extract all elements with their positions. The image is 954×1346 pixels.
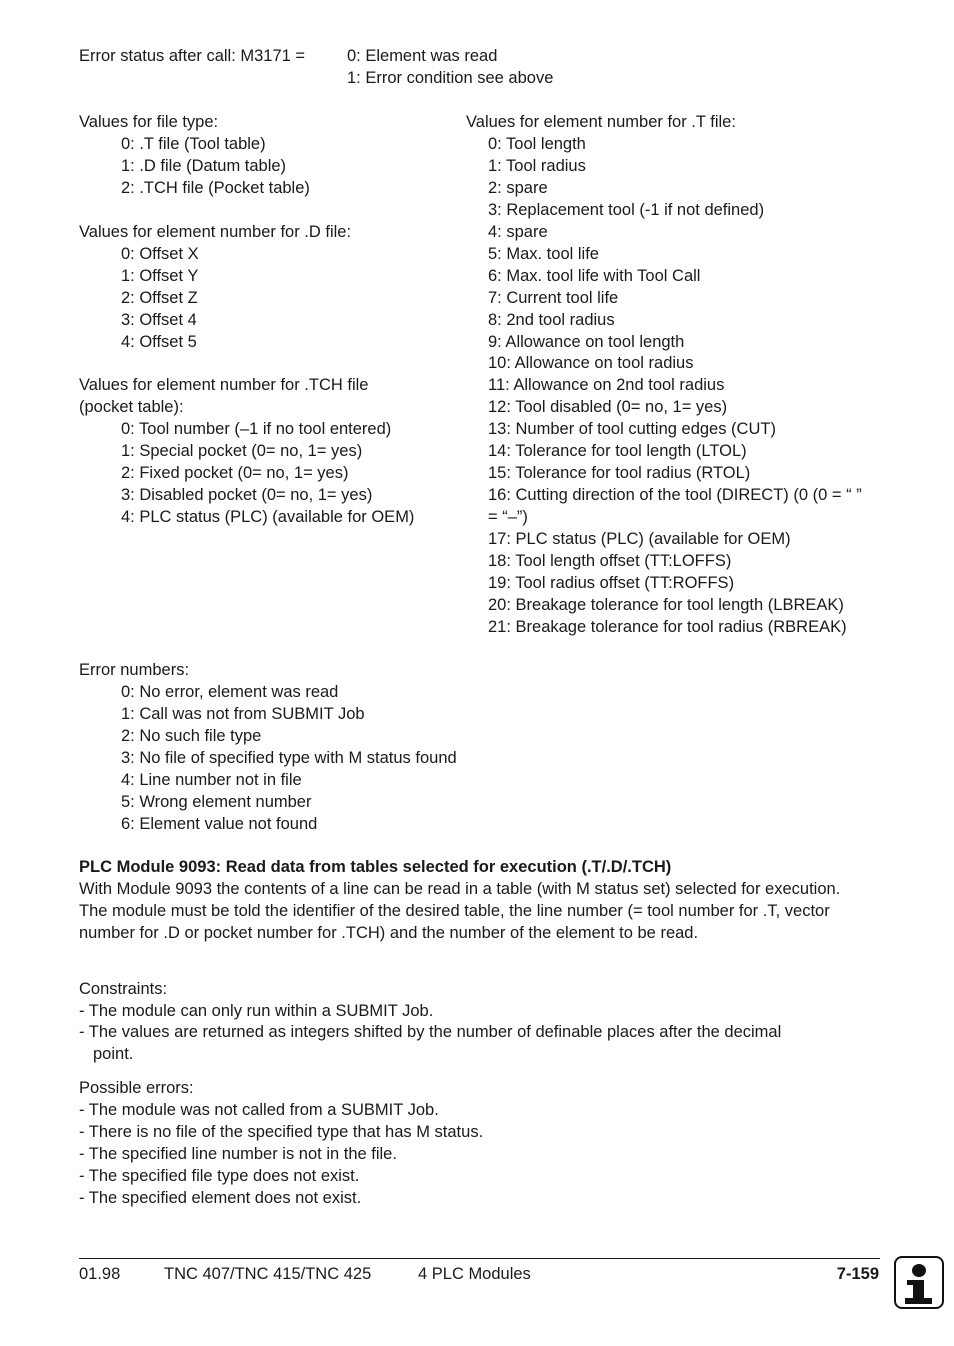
- info-icon: [894, 1256, 944, 1309]
- list-item: 11: Allowance on 2nd tool radius: [488, 376, 725, 394]
- list-item: - The values are returned as integers shifted by the number of definable places after the decimal: [79, 1023, 782, 1041]
- list-item: - The module can only run within a SUBMIT Job.: [79, 1002, 434, 1020]
- list-item: 0: Tool length: [488, 135, 586, 153]
- tch-file-heading-line-1: Values for element number for .TCH file: [79, 376, 369, 394]
- constraints-heading: Constraints:: [79, 980, 168, 998]
- list-item: 20: Breakage tolerance for tool length (LBREAK): [488, 596, 844, 614]
- list-item: 0: No error, element was read: [121, 683, 339, 701]
- section-title: PLC Module 9093: Read data from tables selected for execution (.T/.D/.TCH): [79, 858, 672, 876]
- list-item: 2: Offset Z: [121, 289, 198, 307]
- tch-file-heading-line-2: (pocket table):: [79, 398, 184, 416]
- list-item: 2: No such file type: [121, 727, 262, 745]
- list-item: 12: Tool disabled (0= no, 1= yes): [488, 398, 728, 416]
- list-item: 6: Max. tool life with Tool Call: [488, 267, 701, 285]
- list-item: 5: Max. tool life: [488, 245, 599, 263]
- list-item: 1: Tool radius: [488, 157, 586, 175]
- list-item: 17: PLC status (PLC) (available for OEM): [488, 530, 791, 548]
- list-item: 4: PLC status (PLC) (available for OEM): [121, 508, 415, 526]
- list-item: 5: Wrong element number: [121, 793, 312, 811]
- list-item: 16: Cutting direction of the tool (DIRECT) (0 (0 = “ ”: [488, 486, 862, 504]
- page-number: 7-159: [836, 1265, 879, 1283]
- d-file-heading: Values for element number for .D file:: [79, 223, 352, 241]
- list-item: 3: Replacement tool (-1 if not defined): [488, 201, 765, 219]
- list-item: 1: Special pocket (0= no, 1= yes): [121, 442, 363, 460]
- list-item: 4: Line number not in file: [121, 771, 302, 789]
- list-item: 19: Tool radius offset (TT:ROFFS): [488, 574, 735, 592]
- list-item: 21: Breakage tolerance for tool radius (RBREAK): [488, 618, 847, 636]
- error-status-value-0: 0: Element was read: [347, 47, 498, 65]
- list-item: 7: Current tool life: [488, 289, 619, 307]
- t-file-heading: Values for element number for .T file:: [466, 113, 736, 131]
- footer-date: 01.98: [79, 1265, 121, 1283]
- list-item: 2: Fixed pocket (0= no, 1= yes): [121, 464, 349, 482]
- list-item: - The specified line number is not in the file.: [79, 1145, 397, 1163]
- list-item: 8: 2nd tool radius: [488, 311, 615, 329]
- error-numbers-heading: Error numbers:: [79, 661, 190, 679]
- list-item: 1: Call was not from SUBMIT Job: [121, 705, 365, 723]
- list-item: - The specified file type does not exist.: [79, 1167, 360, 1185]
- list-item: 3: Disabled pocket (0= no, 1= yes): [121, 486, 373, 504]
- section-body: With Module 9093 the contents of a line can be read in a table (with M status set) selected for execution. The module must be told the identifier of the desired table, the line number (= tool number for .T, vector number for .D or pocket number for .TCH) and the number of the element to be read.: [79, 880, 841, 942]
- list-item: 6: Element value not found: [121, 815, 318, 833]
- list-item: 10: Allowance on tool radius: [488, 354, 694, 372]
- list-item: - There is no file of the specified type that has M status.: [79, 1123, 484, 1141]
- list-item: 3: Offset 4: [121, 311, 197, 329]
- possible-errors-heading: Possible errors:: [79, 1079, 194, 1097]
- list-item: 4: spare: [488, 223, 548, 241]
- footer-models: TNC 407/TNC 415/TNC 425: [164, 1265, 372, 1283]
- list-item: 2: .TCH file (Pocket table): [121, 179, 310, 197]
- list-item: 0: Tool number (–1 if no tool entered): [121, 420, 392, 438]
- error-status-label: Error status after call: M3171 =: [79, 47, 306, 65]
- list-item: 13: Number of tool cutting edges (CUT): [488, 420, 776, 438]
- list-item: 4: Offset 5: [121, 333, 197, 351]
- list-item: 15: Tolerance for tool radius (RTOL): [488, 464, 751, 482]
- footer-divider: [79, 1258, 880, 1259]
- footer-chapter: 4 PLC Modules: [418, 1265, 531, 1283]
- error-status-value-1: 1: Error condition see above: [347, 69, 554, 87]
- list-item-continuation: point.: [93, 1045, 134, 1063]
- list-item: 2: spare: [488, 179, 548, 197]
- list-item: 14: Tolerance for tool length (LTOL): [488, 442, 747, 460]
- list-item: 9: Allowance on tool length: [488, 333, 685, 351]
- list-item: 0: .T file (Tool table): [121, 135, 266, 153]
- list-item: 0: Offset X: [121, 245, 199, 263]
- list-item: 18: Tool length offset (TT:LOFFS): [488, 552, 732, 570]
- list-item: - The specified element does not exist.: [79, 1189, 362, 1207]
- list-item: 1: Offset Y: [121, 267, 199, 285]
- list-item: 3: No file of specified type with M status found: [121, 749, 457, 767]
- file-type-heading: Values for file type:: [79, 113, 219, 131]
- list-item: 1: .D file (Datum table): [121, 157, 287, 175]
- list-item: = “–”): [488, 508, 528, 526]
- list-item: - The module was not called from a SUBMIT Job.: [79, 1101, 439, 1119]
